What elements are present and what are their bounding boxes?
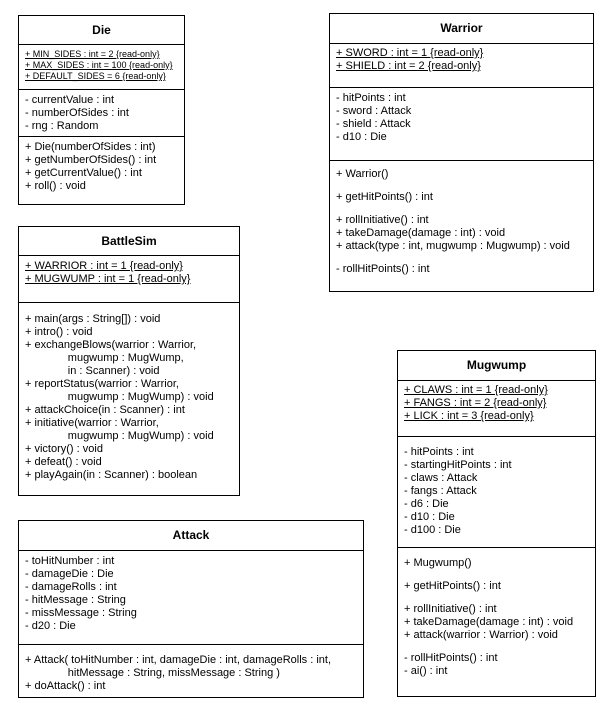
operation: + rollInitiative() : int bbox=[336, 214, 429, 226]
operation: + exchangeBlows(warrior : Warrior, bbox=[25, 339, 197, 351]
class-battlesim bbox=[18, 226, 240, 496]
attribute: - missMessage : String bbox=[25, 607, 137, 619]
operation: + reportStatus(warrior : Warrior, bbox=[25, 378, 179, 390]
operation: + getHitPoints() : int bbox=[404, 580, 501, 592]
operation: + intro() : void bbox=[25, 326, 93, 338]
class-title: Mugwump bbox=[398, 351, 595, 381]
attribute: + FANGS : int = 2 {read-only} bbox=[404, 397, 547, 409]
attribute: - shield : Attack bbox=[336, 118, 411, 130]
operation: hitMessage : String, missMessage : String ) bbox=[25, 667, 280, 679]
class-die bbox=[18, 15, 185, 205]
attributes bbox=[19, 90, 184, 137]
operation: + Warrior() bbox=[336, 168, 389, 180]
operation: + attack(type : int, mugwump : Mugwump) : void bbox=[336, 240, 570, 252]
operation: + Mugwump() bbox=[404, 557, 472, 569]
operation: mugwump : MugWump, bbox=[25, 352, 184, 364]
attribute: - toHitNumber : int bbox=[25, 555, 115, 567]
operation: + playAgain(in : Scanner) : boolean bbox=[25, 469, 198, 481]
class-mugwump bbox=[397, 350, 596, 697]
attribute: - hitPoints : int bbox=[404, 446, 474, 458]
operation: + takeDamage(damage : int) : void bbox=[404, 616, 574, 628]
operations bbox=[330, 161, 593, 280]
operation: + getNumberOfSides() : int bbox=[25, 154, 157, 166]
operation: - rollHitPoints() : int bbox=[336, 263, 430, 275]
attribute: + WARRIOR : int = 1 {read-only} bbox=[25, 260, 183, 272]
operation: + initiative(warrior : Warrior, bbox=[25, 417, 159, 429]
attribute: - damageRolls : int bbox=[25, 581, 117, 593]
operation: + roll() : void bbox=[25, 180, 86, 192]
attribute: - sword : Attack bbox=[336, 105, 412, 117]
class-title: Die bbox=[19, 16, 184, 45]
class-title: Attack bbox=[19, 521, 363, 551]
operation: + main(args : String[]) : void bbox=[25, 313, 161, 325]
attribute: - claws : Attack bbox=[404, 472, 478, 484]
attribute: - d10 : Die bbox=[404, 511, 455, 523]
attribute: - hitMessage : String bbox=[25, 594, 126, 606]
attribute: - damageDie : Die bbox=[25, 568, 114, 580]
attribute: + CLAWS : int = 1 {read-only} bbox=[404, 384, 548, 396]
attribute: + SWORD : int = 1 {read-only} bbox=[336, 47, 484, 59]
operation: + attack(warrior : Warrior) : void bbox=[404, 629, 558, 641]
attributes bbox=[330, 88, 593, 161]
attribute: - fangs : Attack bbox=[404, 485, 477, 497]
operation: mugwump : MugWump) : void bbox=[25, 430, 214, 442]
attribute: - rng : Random bbox=[25, 120, 99, 132]
attributes bbox=[19, 551, 363, 645]
operation: - ai() : int bbox=[404, 665, 448, 677]
static-attributes bbox=[19, 256, 239, 303]
static-attributes bbox=[330, 44, 593, 88]
class-title: Warrior bbox=[330, 14, 593, 44]
class-warrior bbox=[329, 13, 594, 292]
attribute: - numberOfSides : int bbox=[25, 107, 129, 119]
static-attributes bbox=[398, 381, 595, 437]
operation: + getCurrentValue() : int bbox=[25, 167, 142, 179]
operations bbox=[398, 548, 595, 682]
attribute: - d100 : Die bbox=[404, 524, 461, 536]
operations bbox=[19, 303, 239, 486]
operation: + Attack( toHitNumber : int, damageDie : int, damageRolls : int, bbox=[25, 654, 331, 666]
operation: mugwump : MugWump) : void bbox=[25, 391, 214, 403]
operations bbox=[19, 645, 363, 697]
operation: + Die(numberOfSides : int) bbox=[25, 141, 156, 153]
operation: + getHitPoints() : int bbox=[336, 191, 433, 203]
attribute: - d10 : Die bbox=[336, 131, 387, 143]
attribute: - startingHitPoints : int bbox=[404, 459, 512, 471]
attribute: + SHIELD : int = 2 {read-only} bbox=[336, 60, 481, 72]
attribute: + LICK : int = 3 {read-only} bbox=[404, 410, 534, 422]
attributes bbox=[398, 437, 595, 548]
attribute: - d6 : Die bbox=[404, 498, 449, 510]
operation: + takeDamage(damage : int) : void bbox=[336, 227, 506, 239]
attribute: - currentValue : int bbox=[25, 94, 115, 106]
operation: - rollHitPoints() : int bbox=[404, 652, 498, 664]
operation: + defeat() : void bbox=[25, 456, 102, 468]
operation: + attackChoice(in : Scanner) : int bbox=[25, 404, 185, 416]
attribute: + DEFAULT_SIDES = 6 {read-only} bbox=[25, 71, 166, 81]
static-attributes bbox=[19, 45, 184, 90]
class-attack bbox=[18, 520, 364, 698]
attribute: - hitPoints : int bbox=[336, 92, 406, 104]
attribute: + MAX_SIDES : int = 100 {read-only} bbox=[25, 60, 173, 70]
operations bbox=[19, 137, 184, 197]
class-title: BattleSim bbox=[19, 227, 239, 256]
attribute: + MIN_SIDES : int = 2 {read-only} bbox=[25, 49, 160, 59]
operation: + doAttack() : int bbox=[25, 680, 106, 692]
operation: + victory() : void bbox=[25, 443, 103, 455]
operation: + rollInitiative() : int bbox=[404, 603, 497, 615]
attribute: - d20 : Die bbox=[25, 620, 76, 632]
operation: in : Scanner) : void bbox=[25, 365, 160, 377]
attribute: + MUGWUMP : int = 1 {read-only} bbox=[25, 273, 191, 285]
